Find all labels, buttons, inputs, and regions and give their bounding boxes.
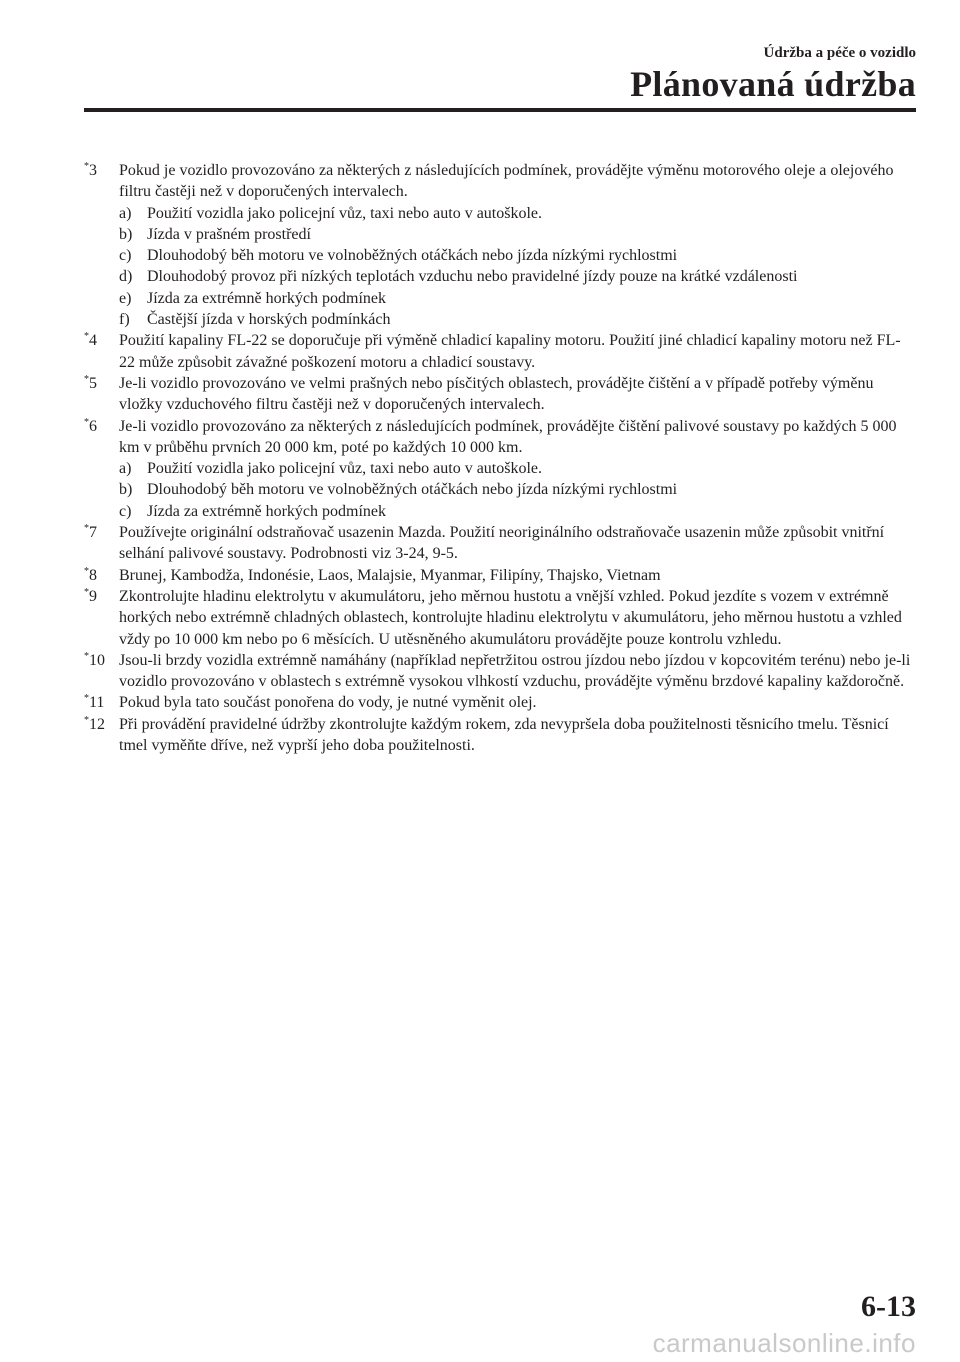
list-item-text: Jízda za extrémně horkých podmínek	[147, 502, 387, 520]
footnote-number: 10	[89, 651, 105, 669]
footnote-list-item	[119, 479, 914, 500]
footnote	[84, 586, 914, 650]
footnote-number: 8	[89, 566, 97, 584]
footnote-number: 4	[89, 332, 97, 350]
list-item-text: Použití vozidla jako policejní vůz, taxi nebo auto v autoškole.	[147, 204, 543, 222]
footnote-star: *	[84, 523, 89, 535]
list-item-letter: a)	[119, 460, 132, 478]
footnote	[84, 650, 914, 693]
footnote-text: Je-li vozidlo provozováno za některých z následujících podmínek, provádějte čištění palivové soustavy po každých 5 000 km v průběhu prvních 20 000 km, poté po každých 10 000 km.	[119, 417, 897, 456]
list-item-letter: c)	[119, 502, 132, 520]
list-item-letter: b)	[119, 225, 133, 243]
list-item-letter: a)	[119, 204, 132, 222]
footnote-text: Pokud je vozidlo provozováno za některých z následujících podmínek, provádějte výměnu motorového oleje a olejového filtru častěji než v doporučených intervalech.	[119, 162, 894, 201]
footnote-text: Použití kapaliny FL-22 se doporučuje při výměně chladicí kapaliny motoru. Použití jiné chladicí kapaliny motoru než FL-22 může způsobit závažné poškození motoru a chladicí soustavy.	[119, 332, 901, 371]
footnote	[84, 373, 914, 416]
footnote-list-item	[119, 288, 914, 309]
footnote-star: *	[84, 416, 89, 428]
footnote-star: *	[84, 714, 89, 726]
footnote-marker	[84, 692, 104, 713]
footnote-list-item	[119, 458, 914, 479]
footnote-number: 6	[89, 417, 97, 435]
footnote-star: *	[84, 586, 89, 598]
list-item-letter: c)	[119, 247, 132, 265]
footnote-list-item	[119, 203, 914, 224]
section-label: Údržba a péče o vozidlo	[763, 45, 916, 61]
footnote-text: Pokud byla tato součást ponořena do vody, je nutné vyměnit olej.	[119, 694, 537, 712]
list-item-letter: d)	[119, 268, 133, 286]
footnote-list-item	[119, 309, 914, 330]
footnote	[84, 522, 914, 565]
footnote-text: Jsou-li brzdy vozidla extrémně namáhány (například nepřetržitou ostrou jízdou nebo jízdou v kopcovitém terénu) nebo je-li vozidlo provozováno v oblastech s extrémně vysokou vlhkostí vzduchu, provádějte výměnu brzdové kapaliny každoročně.	[119, 651, 911, 691]
list-item-text: Častější jízda v horských podmínkách	[147, 311, 391, 329]
list-item-text: Jízda za extrémně horkých podmínek	[147, 289, 387, 307]
footnote-text: Brunej, Kambodža, Indonésie, Laos, Malajsie, Myanmar, Filipíny, Thajsko, Vietnam	[119, 566, 661, 584]
footnote-marker	[84, 586, 97, 607]
footnote	[84, 714, 914, 757]
list-item-text: Dlouhodobý provoz při nízkých teplotách vzduchu nebo pravidelné jízdy pouze na krátké vzdálenosti	[147, 268, 798, 286]
watermark: carmanualsonline.info	[652, 1328, 916, 1358]
footnote-text: Při provádění pravidelné údržby zkontrolujte každým rokem, zda nevypršela doba použitelnosti těsnicího tmelu. Těsnicí tmel vyměňte dříve, než vyprší jeho doba použitelnosti.	[119, 715, 889, 755]
footnote-list-item	[119, 245, 914, 266]
footnote-marker	[84, 565, 97, 586]
footnote-marker	[84, 160, 97, 181]
footnote-text: Používejte originální odstraňovač usazenin Mazda. Použití neoriginálního odstraňovače usazenin může způsobit vnitřní selhání palivové soustavy. Podrobnosti viz 3-24, 9-5.	[119, 524, 885, 563]
list-item-text: Dlouhodobý běh motoru ve volnoběžných otáčkách nebo jízda nízkými rychlostmi	[147, 247, 678, 265]
header-rule	[84, 108, 916, 112]
footnotes-list	[84, 160, 914, 756]
footnote-list-item	[119, 224, 914, 245]
list-item-letter: b)	[119, 481, 133, 499]
list-item-text: Dlouhodobý běh motoru ve volnoběžných otáčkách nebo jízda nízkými rychlostmi	[147, 481, 678, 499]
footnote-number: 9	[89, 587, 97, 605]
footnote-list-item	[119, 266, 914, 287]
page-header	[630, 44, 916, 104]
page-number: 6-13	[861, 1290, 916, 1323]
footnote-number: 3	[89, 162, 97, 179]
list-item-text: Jízda v prašném prostředí	[147, 225, 311, 243]
list-item-letter: f)	[119, 311, 130, 329]
footnote-number: 11	[89, 694, 105, 712]
footnote-star: *	[84, 565, 89, 577]
footnote-number: 5	[89, 374, 97, 392]
footnote-marker	[84, 650, 105, 671]
footnote	[84, 416, 914, 522]
footnote-marker	[84, 714, 105, 735]
footnote-star: *	[84, 650, 89, 662]
footnote-marker	[84, 330, 97, 351]
footnote	[84, 160, 914, 330]
footnote	[84, 565, 914, 586]
footnote-star: *	[84, 161, 89, 172]
list-item-letter: e)	[119, 289, 132, 307]
footnote-star: *	[84, 373, 89, 385]
list-item-text: Použití vozidla jako policejní vůz, taxi nebo auto v autoškole.	[147, 460, 543, 478]
footnote	[84, 330, 914, 373]
footnote-star: *	[84, 693, 89, 705]
footnote-number: 12	[89, 715, 105, 733]
footnote	[84, 692, 914, 713]
footnote-marker	[84, 373, 97, 394]
footnote-text: Je-li vozidlo provozováno ve velmi prašných nebo písčitých oblastech, provádějte čištění a v případě potřeby výměnu vložky vzduchového filtru častěji než v doporučených intervalech.	[119, 374, 874, 414]
footnote-star: *	[84, 331, 89, 343]
footnote-marker	[84, 416, 97, 437]
footnote-text: Zkontrolujte hladinu elektrolytu v akumulátoru, jeho měrnou hustotu a vnější vzhled. Pokud jezdíte s vozem v extrémně horkých nebo extrémně chladných oblastech, kontrolujte hladinu elektrolytu v akumulátoru, jeho měrnou hustotu a vzhled vždy po 10 000 km nebo po 6 měsících. U utěsněného akumulátoru provádějte pouze kontrolu vzhledu.	[119, 587, 902, 648]
footnote-list-item	[119, 501, 914, 522]
page-title: Plánovaná údržba	[630, 64, 916, 104]
footnote-number: 7	[89, 524, 97, 542]
footnote-marker	[84, 522, 97, 543]
